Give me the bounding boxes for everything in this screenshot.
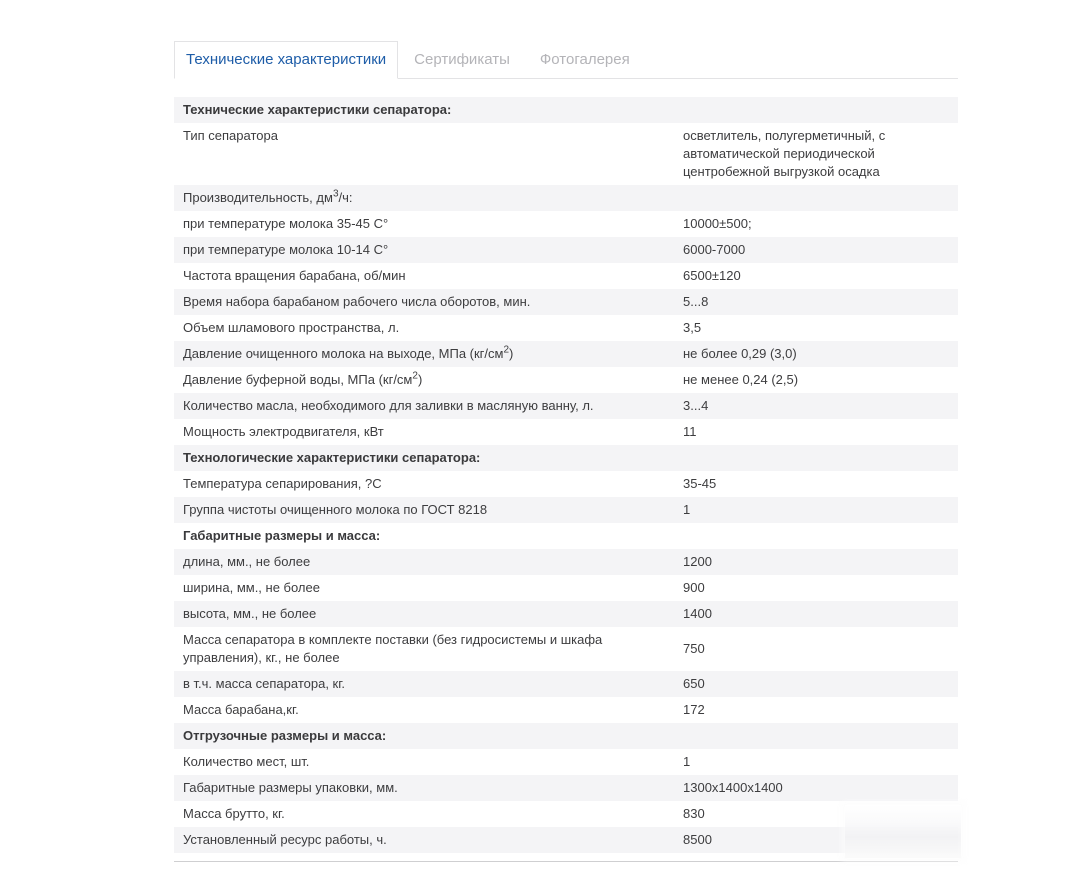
spec-label: Давление буферной воды, МПа $(кг/см^2)$: [183, 370, 423, 387]
superscript: 3: [332, 188, 339, 200]
spec-row: [174, 497, 958, 523]
spec-label: Частота вращения барабана, об/мин: [183, 268, 406, 283]
spec-value: [683, 727, 958, 745]
spec-value: 8500: [683, 832, 712, 847]
spec-value: 11: [683, 424, 697, 439]
spec-row: [174, 471, 958, 497]
spec-row: [174, 315, 958, 341]
spec-value: 5...8: [683, 294, 709, 309]
spec-row: [174, 697, 958, 723]
spec-value: 10000±500;: [683, 216, 752, 231]
spec-value: 1400: [683, 606, 712, 621]
spec-value: [683, 449, 958, 467]
spec-row: [174, 289, 958, 315]
spec-value: 35-45: [683, 476, 717, 491]
spec-label: при температуре молока 10-14 C°: [183, 242, 389, 257]
section-row: [174, 97, 958, 123]
spec-row: [174, 549, 958, 575]
spec-row: [174, 123, 958, 185]
spec-value: 1: [683, 502, 691, 517]
spec-label: Технологические характеристики сепаратора:: [183, 450, 481, 465]
tab-technical-specs[interactable]: Технические характеристики: [174, 41, 398, 79]
tab-photo-gallery[interactable]: Фотогалерея: [539, 51, 630, 68]
spec-row: [174, 367, 958, 393]
spec-label: Количество мест, шт.: [183, 754, 310, 769]
spec-row: [174, 749, 958, 775]
spec-row: [174, 341, 958, 367]
spec-value: осветлитель, полугерметичный, с автоматической периодической центробежной выгрузкой осадка: [683, 128, 886, 179]
section-row: [174, 723, 958, 749]
spec-label: в т.ч. масса сепаратора, кг.: [183, 676, 345, 691]
spec-value: 3,5: [683, 320, 702, 335]
spec-row: [174, 627, 958, 671]
spec-label: Тип сепаратора: [183, 128, 278, 143]
section-row: [174, 445, 958, 471]
spec-label: Производительность, $дм^3/ч$:: [183, 188, 353, 205]
spec-label: Масса барабана,кг.: [183, 702, 299, 717]
spec-row: [174, 775, 958, 801]
spec-value: 830: [683, 806, 705, 821]
spec-value: 900: [683, 580, 705, 595]
spec-row: [174, 419, 958, 445]
spec-row: [174, 263, 958, 289]
spec-row: [174, 237, 958, 263]
spec-row: [174, 211, 958, 237]
spec-label: Масса брутто, кг.: [183, 806, 285, 821]
spec-row: [174, 671, 958, 697]
spec-label: Габаритные размеры и масса:: [183, 528, 381, 543]
spec-value: 650: [683, 676, 705, 691]
spec-value: 6000-7000: [683, 242, 746, 257]
spec-label: Габаритные размеры упаковки, мм.: [183, 780, 398, 795]
spec-value: [683, 189, 958, 207]
spec-value: 6500±120: [683, 268, 741, 283]
spec-row: [174, 801, 958, 827]
spec-row: [174, 575, 958, 601]
spec-value: 1: [683, 754, 691, 769]
spec-label: Отгрузочные размеры и масса:: [183, 728, 387, 743]
superscript: 2: [503, 344, 510, 356]
spec-label: Количество масла, необходимого для заливки в масляную ванну, л.: [183, 398, 594, 413]
spec-value: 1300x1400x1400: [683, 780, 783, 795]
spec-label: при температуре молока 35-45 C°: [183, 216, 389, 231]
tab-bar: [174, 41, 958, 79]
spec-row: [174, 827, 958, 853]
spec-value: не менее 0,24 (2,5): [683, 372, 799, 387]
spec-label: длина, мм., не более: [183, 554, 311, 569]
spec-label: Технические характеристики сепаратора:: [183, 102, 452, 117]
spec-value: 3...4: [683, 398, 709, 413]
spec-row: [174, 601, 958, 627]
spec-value: [683, 101, 958, 119]
spec-label: Давление очищенного молока на выходе, МПа $(кг/см^2)$: [183, 344, 514, 361]
spec-value: не более 0,29 (3,0): [683, 346, 797, 361]
spec-label: Объем шламового пространства, л.: [183, 320, 400, 335]
spec-value: 172: [683, 702, 705, 717]
spec-row: [174, 393, 958, 419]
specs-table: [174, 97, 958, 853]
bottom-divider: [174, 861, 958, 862]
spec-label: Мощность электродвигателя, кВт: [183, 424, 384, 439]
section-row: [174, 185, 958, 211]
spec-label: Время набора барабаном рабочего числа оборотов, мин.: [183, 294, 531, 309]
spec-value: 750: [683, 641, 705, 656]
spec-label: Масса сепаратора в комплекте поставки (без гидросистемы и шкафа управления), кг., не более: [183, 632, 603, 665]
spec-label: Группа чистоты очищенного молока по ГОСТ 8218: [183, 502, 488, 517]
tab-certificates[interactable]: Сертификаты: [414, 51, 510, 68]
section-row: [174, 523, 958, 549]
spec-value: [683, 527, 958, 545]
spec-label: высота, мм., не более: [183, 606, 317, 621]
spec-value: 1200: [683, 554, 712, 569]
superscript: 2: [412, 370, 418, 382]
spec-label: Температура сепарирования, ?С: [183, 476, 382, 491]
spec-label: Установленный ресурс работы, ч.: [183, 832, 387, 847]
spec-label: ширина, мм., не более: [183, 580, 320, 595]
